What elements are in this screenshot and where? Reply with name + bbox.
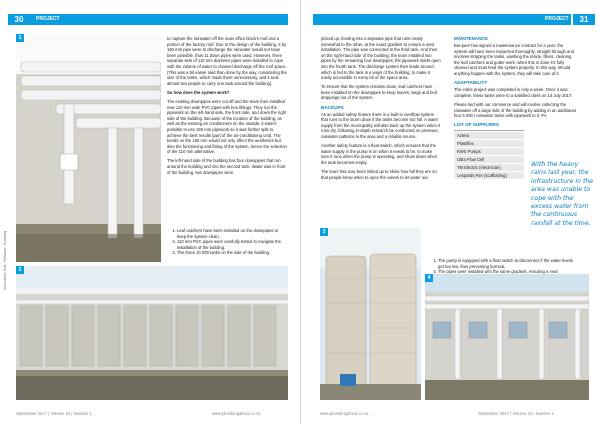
heading-maintenance: MAINTENANCE (454, 36, 488, 41)
footer-website[interactable]: www.plumbingafrica.co.za (320, 411, 369, 416)
left-text-column (167, 36, 288, 179)
paragraph-question: So how does the system work? (167, 89, 230, 95)
caption: 1. The pump is equipped with a float switch to disconnect if the water levels get too low, thus preventing burnout. (438, 258, 578, 269)
paragraph: Another safety feature is a float switch, which ensures that the water supply in the pump is on when it needs to be, to make sure it runs when the pump is operating, and shuts down when the tank becomes empty. (321, 143, 438, 165)
footer-issue: September 2017 | Volume 23 | Number 1 (478, 411, 554, 416)
photo-tag: 1 (16, 34, 24, 42)
footer-website[interactable]: www.plumbingafrica.co.za (212, 411, 261, 416)
caption: 1. Leaf catchers have been installed on the downpipes to keep the system clean. (177, 228, 288, 239)
caption: 2. The pipes were installed with the same gradient, ensuring a neat (438, 269, 578, 280)
supplier-item: Leopards Fire (scaffolding) (454, 172, 524, 179)
paragraph: The left-hand side of the building has four downpipes that run around the building and into the second tank. Water was in front of the building, two downpipes were (167, 158, 286, 175)
photo-pipes-wall (425, 274, 589, 400)
paragraph: But-peer has signed a maintenance contract for a year; the system will have been inspected thoroughly, straight through and involves stripping the tanks, washing the inside, filters, cleaning the leaf catchers and gutter work; when this is done it's fully cleaned and must feed the system properly. In this way, should anything happen with the system, they will take care of it. (454, 43, 575, 77)
heading-suppliers: LIST OF SUPPLIERS (454, 122, 499, 128)
supplier-item: TM Electric (electrician) (454, 164, 524, 171)
heading-adaptability: ADAPTABILITY (454, 80, 488, 86)
photo-tag: 4 (425, 274, 433, 282)
supplier-item: Ultra Flow Cell (454, 156, 524, 163)
caption: 2. 110 mm PVC pipes were carefully tested to navigate the installation of the building. (177, 239, 288, 250)
pipes-wall-illustration (425, 274, 589, 400)
right-text-column-1 (321, 36, 441, 184)
left-captions (167, 228, 288, 256)
tanks-building-illustration (16, 266, 288, 400)
pull-quote: With the heavy rains last year, the infrastructure in the area was unable to cope with the excess water from the continuous rainfall at the time. (531, 161, 594, 227)
page-number: 30 (8, 14, 30, 25)
paragraph: The entire project was completed in only a week. Once it was complete, these tanks were to a satisfied client on 14 July 2017. (454, 87, 573, 98)
section-label: PROJECT (36, 16, 60, 22)
supplier-item: KWS Pumps (454, 148, 524, 155)
paragraph: picked up, feeding into a separate pipe that runs neatly somewhat to the other, at the exact gradient to ensure a neat installation. The pipe was connected to the third tank. And then on the right-hand side of the building, the team installed two pipes by the remaining four downpipes; the pipework starts open into the fourth tank. The discharge system then leads around, which is fed to the tank in a ways of the building, to make it easily accessible in every bit of the space area. (321, 36, 441, 81)
caption: 3. The three 10 000 tanks on the side of the building. (177, 250, 288, 256)
paragraph: to capture the rainwater off the main office block's roof and a portion of the factory roof. Due to the design of the building, 6 by 160 mm pipe were to discharge the rainwater would not have been possible, thus 11 down pipes were used. However, three separate sets of 110 mm diameter pipes were installed to cope with the volume of water to channel discharge off the roof space. (This was a bit easier said than done by the way, considering the size of the tanks, which made them unnecessary, and it took almost two people to carry one tank around the building). (167, 36, 287, 86)
photo-tanks-building (16, 266, 288, 400)
supplier-item: Aztera (454, 132, 524, 139)
section-label: PROJECT (545, 16, 569, 22)
page-number: 31 (573, 14, 595, 25)
supplier-list (454, 130, 524, 179)
paragraph: The existing downpipes were cut off and the team then installed new 110 mm wide PVC pipes with box fittings. They run the pipework on the left-hand side, the front side, and down the right side of the building. Because of the location of the building, as well as the existing air conditioners on the outside, it wasn't possible to use 160 mm pipework so it was further split to achieve the best results (part of the air-conditioning unit). The bends on the 160 mm would not only affect the aesthetics but also the functioning and fitting of the system, hence the selection of the 110 mm alternative. (167, 98, 287, 155)
paragraph: To ensure that the system remains clean, leaf catchers have been installed on the downpipes to keep leaves, twigs and bird droppings out of the system. (321, 84, 438, 101)
paragraph: The team has now been linked up to show how full they are so that people know when to open the valves to let water out. (321, 168, 437, 180)
header-bar (30, 14, 288, 25)
pump-tanks-illustration (320, 228, 421, 400)
photo-downpipes (16, 34, 161, 262)
supplier-item: Plastiflex (454, 140, 524, 147)
footer-issue: September 2017 | Volume 23 | Number 1 (16, 411, 92, 416)
photo-credit: Innovation Hub, Tshwane, Gauteng (3, 230, 7, 290)
photo-pump-tanks (320, 228, 421, 400)
paragraph: Please tied with our commerce and will involve collecting the rainwater off a large side of the building by adding in an additional four 5 000 l rainwater tanks with pipework to it. PA (454, 101, 576, 119)
heading-backups: BACKUPS (321, 104, 344, 110)
photo-tag: 2 (16, 266, 24, 274)
photo-tag: 3 (320, 228, 328, 236)
downpipes-illustration (16, 34, 161, 262)
right-text-column-2 (454, 36, 576, 179)
header-bar (313, 14, 571, 25)
paragraph: As an added safety feature there is a built-in overflow system that runs to the storm drain if the tanks become too full. A water supply from the municipality will also back up the system when it runs dry, following in-depth research be conducted on pressure, rainwater patterns in the area and a reliable source. (321, 111, 441, 139)
